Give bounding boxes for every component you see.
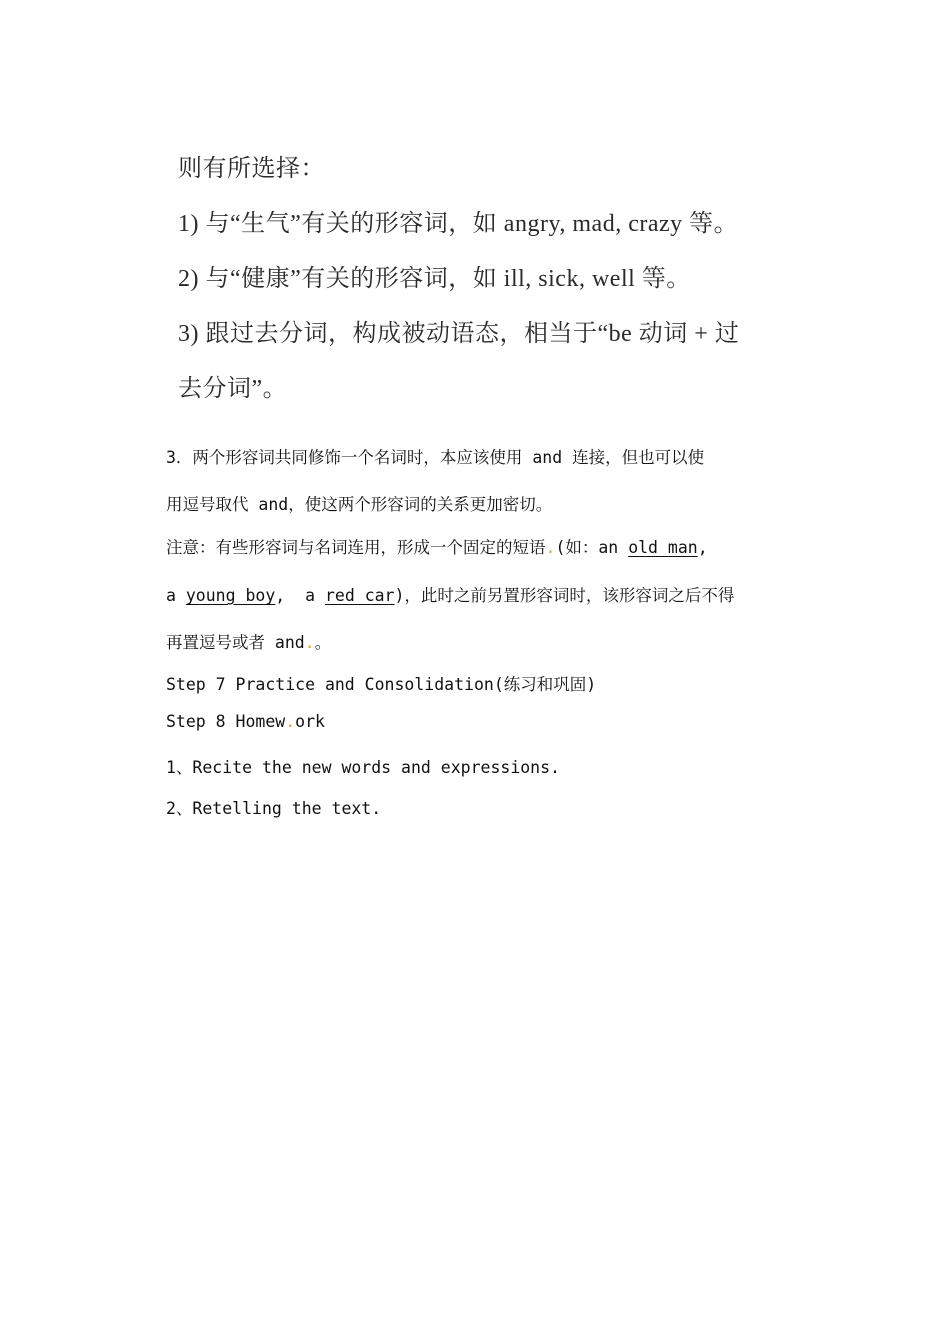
homework-item-1: 1、Recite the new words and expressions. — [166, 758, 560, 777]
note-line2-end: )，此时之前另置形容词时，该形容词之后不得 — [394, 586, 735, 605]
image-line-anger-adjectives: 1) 与“生气”有关的形容词，如 angry, mad, crazy 等。 — [178, 211, 739, 237]
step8-mark: . — [285, 712, 296, 731]
image-line-intro: 则有所选择： — [178, 156, 325, 182]
note-prefix: 注意：有些形容词与名词连用，形成一个固定的短语 — [166, 538, 546, 557]
note-line-1 — [166, 534, 806, 558]
step-8-heading — [166, 712, 806, 731]
step8-text-a: Step 8 Homew — [166, 712, 286, 731]
step-7-heading: Step 7 Practice and Consolidation(练习和巩固) — [166, 675, 597, 694]
image-line-past-participle: 3) 跟过去分词，构成被动语态，相当于“be 动词 + 过 — [178, 321, 740, 347]
note-line-2 — [166, 582, 806, 606]
phrase-old-man: old man — [628, 538, 698, 557]
homework-item-2: 2、Retelling the text. — [166, 799, 382, 818]
paragraph-three-line-1: 3．两个形容词共同修饰一个名词时，本应该使用 and 连接，但也可以使 — [166, 448, 705, 467]
note-comma: , — [697, 538, 708, 557]
phrase-young-boy: young boy — [185, 586, 276, 605]
note-line3-mark: . — [304, 633, 315, 652]
note-after-mark: (如：an — [555, 538, 629, 557]
note-line3-end: 。 — [314, 633, 332, 652]
note-line2-start: a — [166, 586, 186, 605]
image-line-past-participle-end: 去分词”。 — [178, 376, 288, 402]
phrase-red-car: red car — [324, 586, 395, 605]
image-line-health-adjectives: 2) 与“健康”有关的形容词，如 ill, sick, well 等。 — [178, 266, 691, 292]
note-line-3 — [166, 629, 806, 653]
step8-text-b: ork — [295, 712, 325, 731]
note-line3-start: 再置逗号或者 and — [166, 633, 305, 652]
note-mark: . — [545, 538, 556, 557]
note-between: , a — [275, 586, 325, 605]
paragraph-three-line-2: 用逗号取代 and，使这两个形容词的关系更加密切。 — [166, 495, 553, 514]
